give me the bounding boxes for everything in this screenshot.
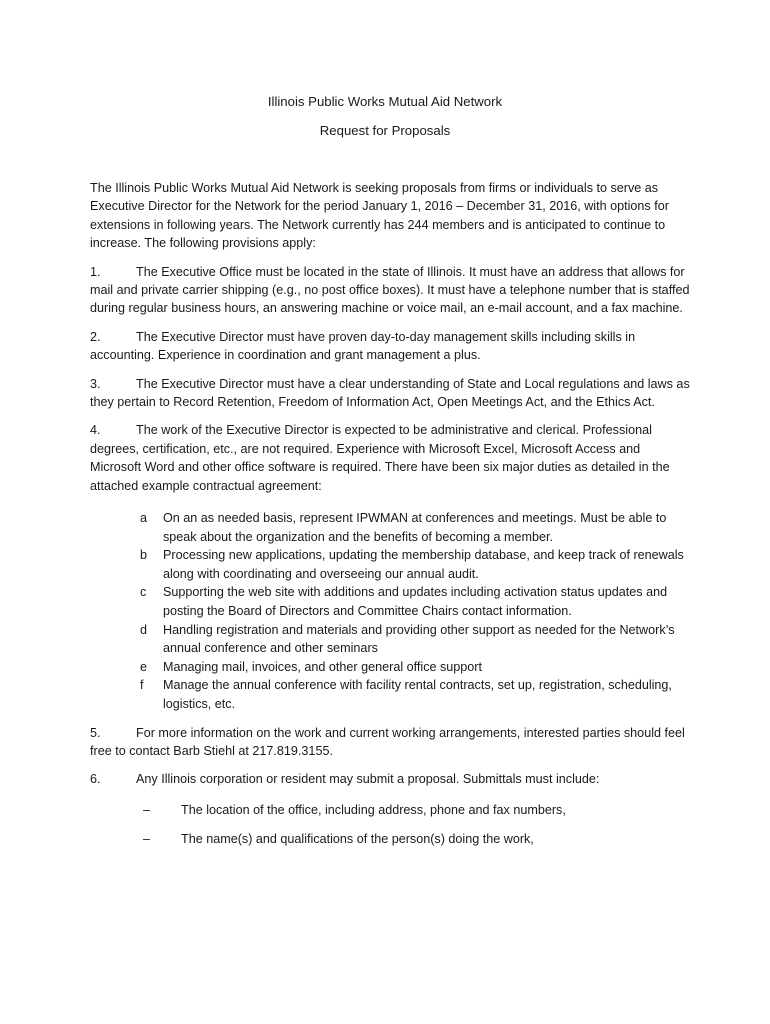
provision-text: The Executive Office must be located in the state of Illinois. It must have an address that allows for mail and private carrier shipping (e.g., no post office boxes). It must have a telephone number that is staffed during regular business hours, an answering machine or voice mail, an e-mail account, and a fax machine. xyxy=(90,264,690,316)
provision-text: Any Illinois corporation or resident may submit a proposal. Submittals must include: xyxy=(136,772,600,787)
duty-letter: e xyxy=(140,659,148,674)
duties-list xyxy=(90,509,690,714)
duty-item-b xyxy=(90,546,690,583)
document-title: Illinois Public Works Mutual Aid Network xyxy=(267,94,503,109)
provision-number: 4. xyxy=(90,423,101,438)
duty-letter: c xyxy=(140,585,147,600)
document-body xyxy=(90,179,690,860)
requirement-item xyxy=(90,801,690,819)
provision-5 xyxy=(90,724,690,761)
duty-letter: b xyxy=(140,548,148,563)
dash-bullet: – xyxy=(143,832,151,847)
provision-number: 6. xyxy=(90,772,101,787)
provision-text: The work of the Executive Director is expected to be administrative and clerical. Professional degrees, certification, etc., are not required. Experience with Microsoft Excel, Microsoft Access and Microsoft Word and other office software is required. There have been six major duties as detailed in the attached example contractual agreement: xyxy=(90,423,670,493)
provision-text: The Executive Director must have proven day-to-day management skills including skills in accounting. Experience in coordination and grant management a plus. xyxy=(90,329,636,363)
duty-item-a xyxy=(90,509,690,546)
requirement-text: The location of the office, including address, phone and fax numbers, xyxy=(181,802,566,817)
document-subtitle: Request for Proposals xyxy=(319,123,451,138)
duty-letter: f xyxy=(140,678,144,693)
provision-number: 5. xyxy=(90,725,101,740)
duty-text: Managing mail, invoices, and other general office support xyxy=(163,659,483,674)
provision-2 xyxy=(90,328,690,365)
provision-text: For more information on the work and current working arrangements, interested parties should feel free to contact Barb Stiehl at 217.819.3155. xyxy=(90,725,685,759)
duty-text: Manage the annual conference with facility rental contracts, set up, registration, scheduling, logistics, etc. xyxy=(163,678,672,712)
requirement-item xyxy=(90,830,690,848)
provision-number: 2. xyxy=(90,329,101,344)
provision-number: 1. xyxy=(90,264,101,279)
requirement-text: The name(s) and qualifications of the person(s) doing the work, xyxy=(181,832,534,847)
duty-item-c xyxy=(90,583,690,620)
provision-text: The Executive Director must have a clear understanding of State and Local regulations and laws as they pertain to Record Retention, Freedom of Information Act, Open Meetings Act, and the Ethics Act. xyxy=(90,376,690,410)
duty-letter: a xyxy=(140,511,148,526)
duty-letter: d xyxy=(140,622,148,637)
duty-text: Supporting the web site with additions and updates including activation status updates and posting the Board of Directors and Committee Chairs contact information. xyxy=(163,585,668,619)
provision-6 xyxy=(90,770,690,788)
provision-3 xyxy=(90,375,690,412)
duty-text: Processing new applications, updating the membership database, and keep track of renewals along with coordinating and overseeing our annual audit. xyxy=(163,548,684,581)
provision-number: 3. xyxy=(90,376,101,391)
requirements-list xyxy=(90,801,690,849)
duty-text: On an as needed basis, represent IPWMAN at conferences and meetings. Must be able to speak about the organization and the benefits of becoming a member. xyxy=(163,511,667,544)
dash-bullet: – xyxy=(143,802,151,817)
duty-text: Handling registration and materials and providing other support as needed for the Network’s annual conference and other seminars xyxy=(163,622,675,656)
duty-item-e xyxy=(90,658,690,677)
intro-paragraph: The Illinois Public Works Mutual Aid Network is seeking proposals from firms or individuals to serve as Executive Director for the Network for the period January 1, 2016 – December 31, 2016, with options for extensions in following years. The Network currently has 244 members and is anticipated to continue to increase. The following provisions apply: xyxy=(90,181,669,251)
provision-1 xyxy=(90,263,690,318)
duty-item-f xyxy=(90,676,690,713)
provision-4 xyxy=(90,421,690,495)
duty-item-d xyxy=(90,621,690,658)
